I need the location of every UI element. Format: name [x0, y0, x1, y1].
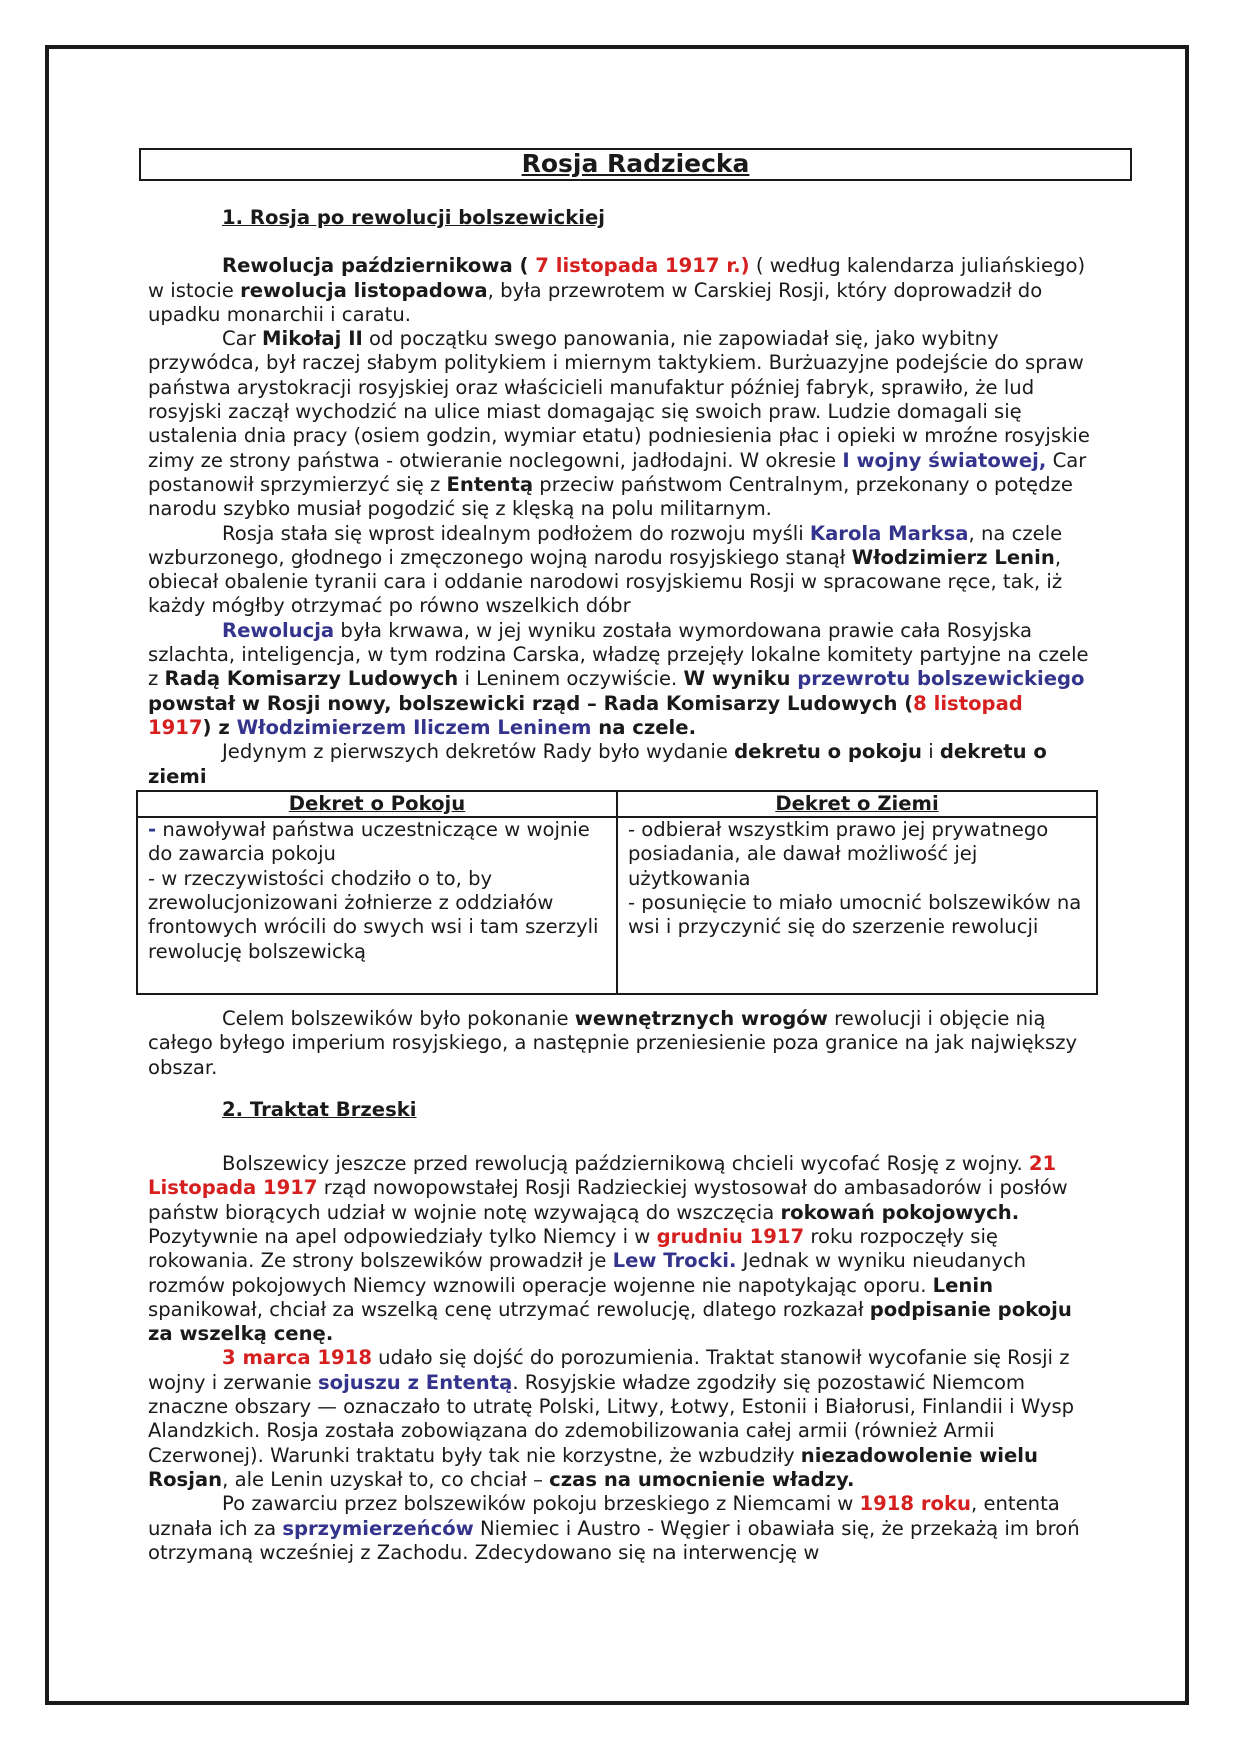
text: Rosja stała się wprost idealnym podłożem do rozwoju myśli	[222, 521, 810, 545]
text: ( według kalendarza juliańskiego) w istocie	[148, 254, 1086, 302]
date-highlight: 1918 roku	[859, 1492, 971, 1516]
bold-text: na czele.	[591, 715, 697, 739]
spacer	[148, 1080, 1090, 1098]
text: i	[922, 740, 940, 764]
text: od początku swego panowania, nie zapowiadał się, jako wybitny przywódca, był raczej słabym politykiem i miernym taktykiem. Burżuazyjne podejście do spraw państwa arystokracji rosyjskiej oraz właścicieli manufaktur później fabryk, sprawiło, że lud rosyjski zaczął wychodzić na ulice miast domagając się swoich praw. Ludzie domagali się ustalenia dnia pracy (osiem godzin, wymiar etatu) podniesienia płac i opieki w mroźne rosyjskie zimy ze strony państwa - otwieranie noclegowni, jadłodajni. W okresie	[148, 327, 1090, 472]
table-header-row	[137, 791, 1097, 817]
text: rząd nowopowstałej Rosji Radzieckiej wystosował do ambasadorów i posłów państw biorących udział w wojnie notę wzywającą do wszczęcia	[148, 1176, 1068, 1224]
text: i Leninem oczywiście.	[458, 667, 684, 691]
text: Car	[222, 327, 262, 351]
text: . Rosyjskie władze zgodziły się pozostawić Niemcom znaczne obszary — oznaczało to utratę Polski, Litwy, Łotwy, Estonii i Białorusi, Finlandii i Wysp Alandzkich. Rosja została zobowiązana do zdemobilizowania całej armii (również Armii Czerwonej). Warunki traktatu były tak nie korzystne, że wzbudziły	[148, 1370, 1075, 1467]
paragraph	[148, 1346, 1090, 1492]
cell-line: - odbierał wszystkim prawo jej prywatnego posiadania, ale dawał możliwość jej użytkowania	[628, 818, 1049, 890]
text: , na czele wzburzonego, głodnego i zmęczonego wojną narodu rosyjskiego stanął	[148, 521, 1063, 569]
paragraph	[148, 1007, 1090, 1080]
bold-text: Włodzimierz Lenin	[851, 545, 1055, 569]
text: przeciw państwom Centralnym, przekonany o potędze narodu szybko musiał pogodzić się z klęską na polu militarnym.	[148, 472, 1073, 521]
table-header: Dekret o Pokoju	[137, 791, 617, 817]
document-body	[148, 206, 1090, 1565]
paragraph	[148, 619, 1090, 740]
paragraph	[148, 1152, 1090, 1346]
bold-text: niezadowolenie wielu Rosjan	[148, 1443, 1038, 1491]
page-title	[139, 148, 1132, 181]
text: była krwawa, w jej wyniku została wymordowana prawie cała Rosyjska szlachta, inteligencja, w tym rodzina Carska, władzę przejęły lokalne komitety partyjne na czele z	[148, 618, 1089, 691]
bold-text: Mikołaj II	[261, 327, 363, 351]
cell-line: - posunięcie to miało umocnić bolszewików na wsi i przyczynić się do szerzenie rewolucji	[628, 891, 1082, 939]
bold-text: dekretu o pokoju	[734, 740, 922, 764]
date-highlight: grudniu 1917	[656, 1224, 805, 1248]
text: udało się dojść do porozumienia. Traktat stanowił wycofanie się Rosji z wojny i zerwanie	[148, 1346, 1070, 1394]
paragraph	[148, 254, 1090, 327]
bold-text: podpisanie pokoju za wszelką cenę.	[148, 1297, 1072, 1346]
cell-line	[148, 818, 606, 867]
spacer	[148, 1122, 1090, 1152]
date-highlight: 8 listopad 1917	[148, 691, 1023, 739]
table-cell	[137, 817, 617, 994]
table-row	[137, 817, 1097, 994]
spacer	[148, 230, 1090, 254]
text: Jednak w wyniku nieudanych rozmów pokojowych Niemcy wznowili operacje wojenne nie napotykając oporu.	[148, 1249, 1027, 1297]
term-highlight: I wojny światowej,	[842, 448, 1047, 472]
dash-marker: -	[148, 818, 157, 842]
bold-text: Radą Komisarzy Ludowych	[164, 667, 459, 691]
title-text: Rosja Radziecka	[521, 149, 750, 178]
text: roku rozpoczęły się rokowania. Ze strony bolszewików prowadził je	[148, 1224, 998, 1273]
bold-text: Lenin	[932, 1273, 994, 1297]
table-header: Dekret o Ziemi	[617, 791, 1097, 817]
text: nawoływał państwa uczestniczące w wojnie do zawarcia pokoju	[148, 818, 590, 866]
section-2-heading: 2. Traktat Brzeski	[222, 1097, 417, 1121]
text: Bolszewicy jeszcze przed rewolucją październikową chcieli wycofać Rosję z wojny.	[222, 1152, 1029, 1176]
decrees-table	[136, 790, 1098, 995]
text: , ale Lenin uzyskał to, co chciał –	[222, 1467, 550, 1491]
bold-text: dekretu o ziemi	[148, 740, 1047, 788]
text: , obiecał obalenie tyranii cara i oddanie narodowi rosyjskiemu Rosji w spracowane ręce, tak, iż każdy mógłby otrzymać po równo wszelkich dóbr	[148, 545, 1063, 618]
bold-text: rokowań pokojowych.	[780, 1200, 1020, 1224]
paragraph	[148, 740, 1090, 789]
text: spanikował, chciał za wszelką cenę utrzymać rewolucję, dlatego rozkazał	[148, 1297, 870, 1321]
bold-text: (	[897, 691, 914, 715]
bold-text: rewolucja listopadowa	[240, 278, 488, 302]
date-highlight: 21 Listopada 1917	[148, 1152, 1057, 1200]
text: Celem bolszewików było pokonanie	[222, 1006, 575, 1030]
date-highlight: 3 marca 1918	[222, 1346, 372, 1370]
bold-text: W wyniku	[683, 667, 798, 691]
term-highlight: Włodzimierzem Iliczem Leninem	[236, 715, 592, 739]
bold-text: Rada Komisarzy Ludowych	[603, 691, 898, 715]
paragraph	[148, 1492, 1090, 1565]
bold-text: wewnętrznych wrogów	[574, 1006, 828, 1030]
bold-text: Rewolucja październikowa (	[222, 254, 529, 278]
term-highlight: Rewolucja	[222, 618, 335, 642]
paragraph	[148, 522, 1090, 619]
term-highlight: Lew Trocki.	[612, 1249, 737, 1273]
section-1-heading: 1. Rosja po rewolucji bolszewickiej	[222, 206, 605, 229]
text: Car postanowił sprzymierzyć się z	[148, 448, 1087, 496]
paragraph	[148, 327, 1090, 521]
text: rewolucji i objęcie nią całego byłego imperium rosyjskiego, a następnie przeniesienie poza granice na jak największy obszar.	[148, 1006, 1078, 1079]
table-cell	[617, 817, 1097, 994]
bold-text: powstał w Rosji nowy, bolszewicki rząd –	[148, 691, 604, 715]
text: Jedynym z pierwszych dekretów Rady było wydanie	[222, 740, 735, 764]
term-highlight: Karola Marksa	[809, 521, 969, 545]
bold-text: czas na umocnienie władzy.	[549, 1467, 855, 1491]
text: Niemiec i Austro - Węgier i obawiała się, że przekażą im broń otrzymaną wcześniej z Zachodu. Zdecydowano się na interwencję w	[148, 1516, 1080, 1564]
term-highlight: sojuszu z Ententą	[317, 1370, 513, 1394]
bold-text: Ententą	[446, 472, 534, 496]
term-highlight: przewrotu bolszewickiego	[797, 667, 1085, 691]
text: , była przewrotem w Carskiej Rosji, który doprowadził do upadku monarchii i caratu.	[148, 278, 1043, 326]
text: , ententa uznała ich za	[148, 1492, 1060, 1540]
term-highlight: sprzymierzeńców	[282, 1516, 474, 1540]
cell-line: - w rzeczywistości chodziło o to, by zrewolucjonizowani żołnierze z oddziałów frontowych wrócili do swych wsi i tam szerzyli rewolucję bolszewicką	[148, 866, 599, 963]
bold-text: ) z	[202, 715, 237, 739]
text: Po zawarciu przez bolszewików pokoju brzeskiego z Niemcami w	[222, 1492, 860, 1516]
date-highlight: 7 listopada 1917 r.)	[528, 254, 750, 278]
text: Pozytywnie na apel odpowiedziały tylko Niemcy i w	[148, 1224, 657, 1248]
